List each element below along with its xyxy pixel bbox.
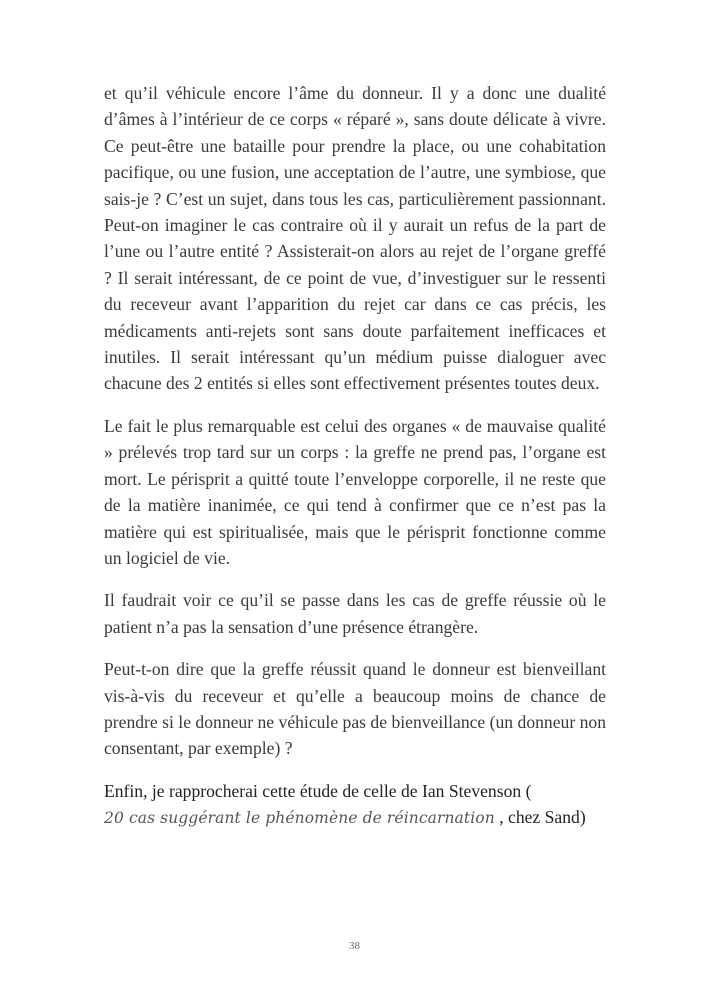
document-body [104, 80, 606, 848]
paragraph: et qu’il véhicule encore l’âme du donneur. Il y a donc une dualité d’âmes à l’intérieur de ce corps « réparé », sans doute délicate à vivre. Ce peut-être une bataille pour prendre la place, ou une cohabitation pacifique, ou une fusion, une acceptation de l’autre, une symbiose, que sais-je ? C’est un sujet, dans tous les cas, particulièrement passionnant. Peut-on imaginer le cas contraire où il y aurait un refus de la part de l’une ou l’autre entité ? Assisterait-on alors au rejet de l’organe greffé ? Il serait intéressant, de ce point de vue, d’investiguer sur le ressenti du receveur avant l’apparition du rejet car dans ce cas précis, les médicaments anti-rejets sont sans doute parfaitement inefficaces et inutiles. Il serait intéressant qu’un médium puisse dialoguer avec chacune des 2 entités si elles sont effectivement présentes toutes deux. [104, 83, 606, 394]
paragraph: Le fait le plus remarquable est celui des organes « de mauvaise qualité » prélevés trop tard sur un corps : la greffe ne prend pas, l’organe est mort. Le périsprit a quitté toute l’enveloppe corporelle, il ne reste que de la matière inanimée, ce qui tend à confirmer que ce n’est pas la matière qui est spiritualisée, mais que le périsprit fonctionne comme un logiciel de vie. [104, 415, 606, 568]
cited-book-title: 20 cas suggérant le phénomène de réincarnation [104, 809, 495, 828]
paragraph-citation [104, 778, 606, 832]
page-number: 38 [349, 940, 360, 952]
paragraph: Il faudrait voir ce qu’il se passe dans les cas de greffe réussie où le patient n’a pas la sensation d’une présence étrangère. [104, 590, 606, 637]
citation-tail: , chez Sand) [494, 807, 586, 828]
citation-lead: Enfin, je rapprocherai cette étude de celle de Ian Stevenson ( [104, 780, 532, 801]
paragraph: Peut-t-on dire que la greffe réussit quand le donneur est bienveillant vis-à-vis du receveur et qu’elle a beaucoup moins de chance de prendre si le donneur ne véhicule pas de bienveillance (un donneur non consentant, par exemple) ? [104, 659, 606, 759]
